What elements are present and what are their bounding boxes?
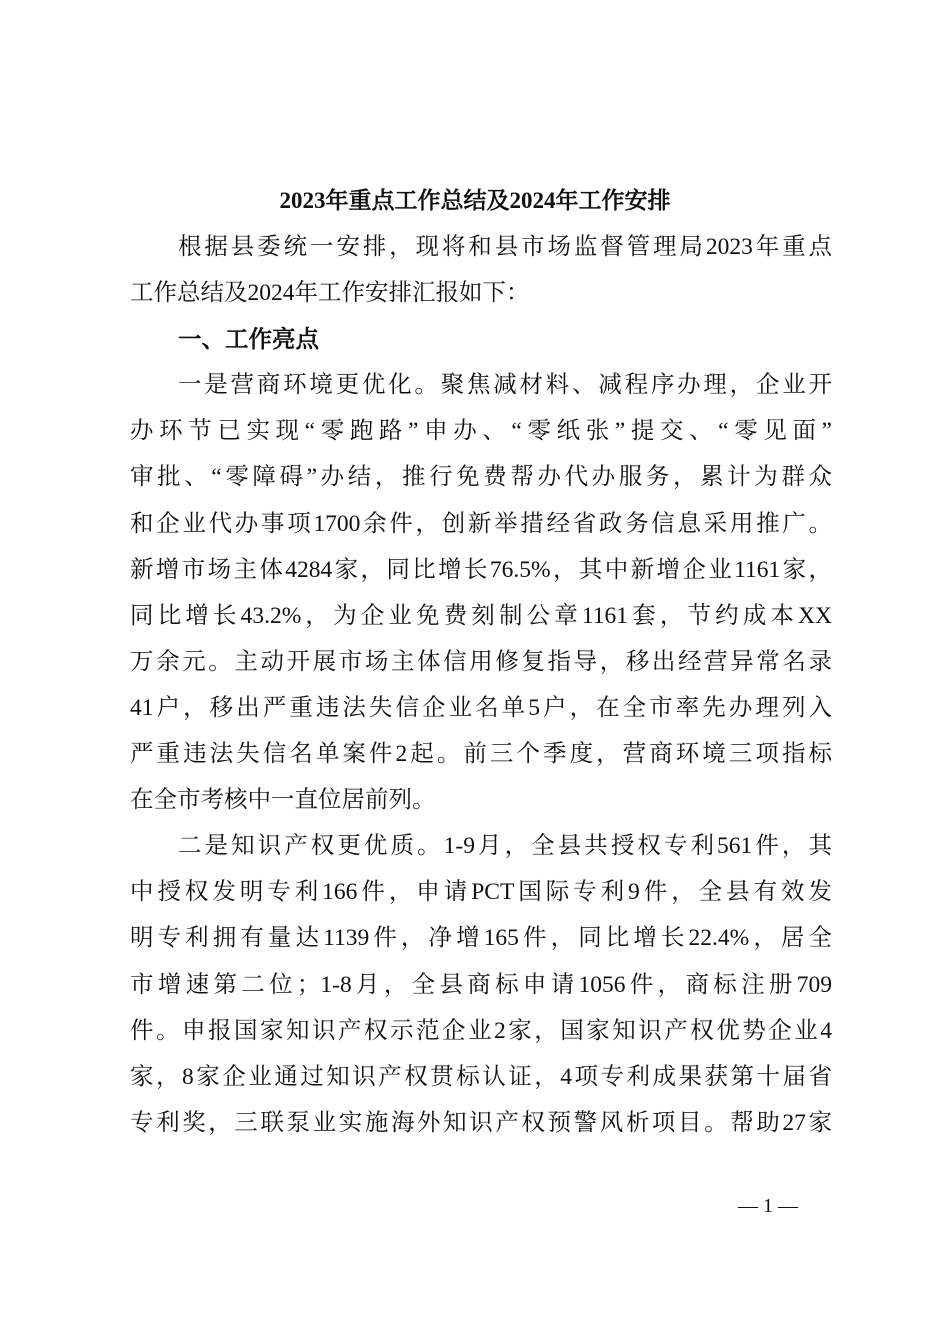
- paragraph-line: 41户，移出严重违法失信企业名单5户，在全市率先办理列入: [130, 694, 832, 721]
- paragraph-line: 中授权发明专利166件，申请PCT国际专利9件，全县有效发: [130, 879, 832, 906]
- paragraph-line: 明专利拥有量达1139件，净增165件，同比增长22.4%，居全: [130, 925, 832, 952]
- document-title: 2023年重点工作总结及2024年工作安排: [279, 188, 671, 213]
- intro-line: 根据县委统一安排，现将和县市场监督管理局2023年重点: [178, 234, 832, 260]
- paragraph-line: 办环节已实现“零跑路”申办、“零纸张”提交、“零见面”: [130, 418, 832, 445]
- intro-line: 工作总结及2024年工作安排汇报如下：: [130, 280, 530, 307]
- paragraph-line: 严重违法失信名单案件2起。前三个季度，营商环境三项指标: [130, 741, 832, 768]
- paragraph-line: 同比增长43.2%，为企业免费刻制公章1161套，节约成本XX: [130, 602, 832, 629]
- section-heading: 一、工作亮点: [178, 325, 319, 354]
- paragraph-line: 一是营商环境更优化。聚焦减材料、减程序办理，企业开: [178, 372, 832, 399]
- paragraph-line: 专利奖，三联泵业实施海外知识产权预警风析项目。帮助27家: [130, 1109, 832, 1136]
- paragraph-line: 二是知识产权更优质。1-9月，全县共授权专利561件，其: [178, 833, 832, 860]
- document-body: [130, 224, 832, 1146]
- paragraph-line: 件。申报国家知识产权示范企业2家，国家知识产权优势企业4: [130, 1017, 832, 1044]
- page-number: — 1 —: [738, 1195, 798, 1217]
- paragraph-line: 家，8家企业通过知识产权贯标认证，4项专利成果获第十届省: [130, 1063, 832, 1090]
- paragraph-line: 在全市考核中一直位居前列。: [130, 787, 436, 814]
- paragraph-line: 万余元。主动开展市场主体信用修复指导，移出经营异常名录: [130, 648, 832, 675]
- paragraph-line: 和企业代办事项1700余件，创新举措经省政务信息采用推广。: [130, 510, 832, 537]
- paragraph-line: 审批、“零障碍”办结，推行免费帮办代办服务，累计为群众: [130, 464, 832, 491]
- paragraph-line: 新增市场主体4284家，同比增长76.5%，其中新增企业1161家，: [130, 556, 832, 583]
- paragraph-line: 市增速第二位；1-8月，全县商标申请1056件，商标注册709: [130, 971, 832, 998]
